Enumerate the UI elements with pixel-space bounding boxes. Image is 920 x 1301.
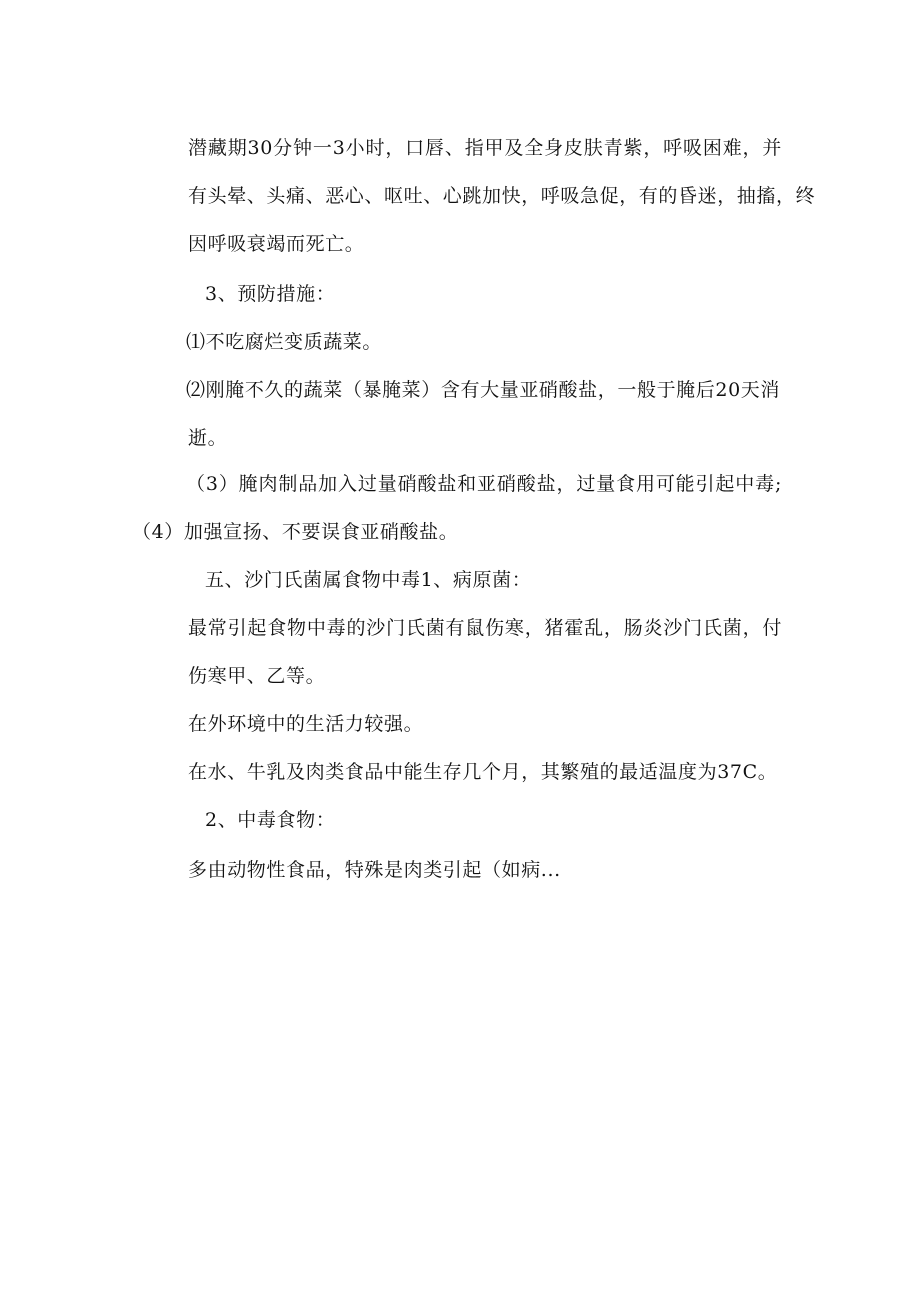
list-item-2-line-2: 逝。: [188, 427, 228, 449]
paragraph-line-5: 伤寒甲、乙等。: [188, 665, 326, 687]
section-heading-prevention: 3、预防措施：: [205, 283, 336, 305]
list-item-4: （4）加强宣扬、不要误食亚硝酸盐。: [132, 521, 459, 543]
paragraph-line-3: 因呼吸衰竭而死亡。: [188, 233, 365, 255]
paragraph-line-7: 在水、牛乳及肉类食品中能生存几个月，其繁殖的最适温度为37C。: [188, 761, 778, 783]
paragraph-line-2: 有头晕、头痛、恶心、呕吐、心跳加快，呼吸急促，有的昏迷，抽搐，终: [188, 185, 816, 207]
list-item-2-line-1: ⑵刚腌不久的蔬菜（暴腌菜）含有大量亚硝酸盐，一般于腌后20天消: [186, 379, 780, 401]
section-heading-salmonella: 五、沙门氏菌属食物中毒1、病原菌：: [205, 569, 532, 591]
paragraph-line-4: 最常引起食物中毒的沙门氏菌有鼠伤寒，猪霍乱，肠炎沙门氏菌，付: [188, 617, 782, 639]
paragraph-line-8: 多由动物性食品，特殊是肉类引起（如病...: [188, 859, 561, 881]
section-heading-food: 2、中毒食物：: [205, 809, 336, 831]
paragraph-line-1: 潜藏期30分钟一3小时，口唇、指甲及全身皮肤青紫，呼吸困难，并: [188, 137, 782, 159]
list-item-3: （3）腌肉制品加入过量硝酸盐和亚硝酸盐，过量食用可能引起中毒;: [186, 473, 782, 495]
list-item-1: ⑴不吃腐烂变质蔬菜。: [186, 331, 383, 353]
paragraph-line-6: 在外环境中的生活力较强。: [188, 713, 424, 735]
